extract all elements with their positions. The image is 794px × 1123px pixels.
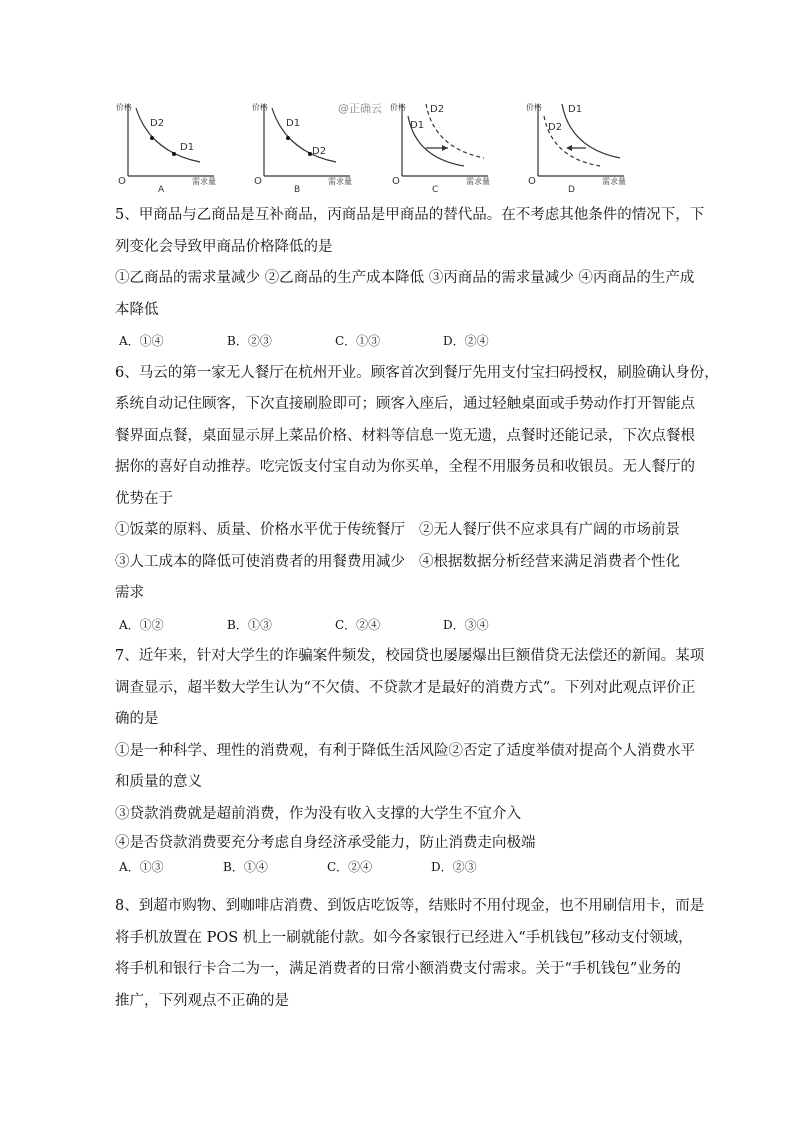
q7-stem-line-3: 确的是 xyxy=(115,711,159,727)
q8-stem-line-1: 8、到超市购物、到咖啡店消费、到饭店吃饭等，结账时不用付现金，也不用刷信用卡，而是 xyxy=(115,898,705,914)
option-c[interactable]: C．①③ xyxy=(335,334,381,348)
x-axis-label: 需求量 xyxy=(466,177,490,186)
graph-c xyxy=(386,96,496,195)
option-b[interactable]: B．①④ xyxy=(223,860,268,874)
q5-items-line-2: 本降低 xyxy=(115,301,159,318)
option-a[interactable]: A．①④ xyxy=(119,334,164,348)
q7-items-line-1: ①是一种科学、理性的消费观，有利于降低生活风险②否定了适度举债对提高个人消费水平 xyxy=(115,742,695,759)
question-content xyxy=(115,200,719,1017)
q7-items-line-2: 和质量的意义 xyxy=(115,774,202,790)
q6-item-2: ②无人餐厅供不应求具有广阔的市场前景 xyxy=(419,522,680,538)
curve-top-label: D1 xyxy=(568,104,583,115)
graph-a xyxy=(112,96,222,195)
graph-b xyxy=(248,96,358,195)
q8-stem-line-4: 推广，下列观点不正确的是 xyxy=(115,992,289,1009)
curve-top-label: D1 xyxy=(286,118,301,129)
q6-item-4: ④根据数据分析经营来满足消费者个性化 xyxy=(419,553,680,570)
x-axis-label: 需求量 xyxy=(328,177,352,186)
option-a[interactable]: A．①② xyxy=(119,617,164,632)
q6-items-row-1 xyxy=(115,515,680,547)
option-d[interactable]: D．③④ xyxy=(443,617,489,632)
option-b[interactable]: B．①③ xyxy=(227,617,272,632)
curve-bottom-label: D1 xyxy=(180,142,195,153)
panel-letter: C xyxy=(432,185,439,195)
demand-curve-figures xyxy=(110,96,630,195)
y-axis-label: 价格 xyxy=(390,103,406,112)
q6-items-row-2 xyxy=(115,547,680,579)
option-d[interactable]: D．②③ xyxy=(431,860,477,874)
q5-options xyxy=(115,326,685,358)
curve-bottom-label: D2 xyxy=(548,122,563,133)
panel-letter: B xyxy=(294,185,301,195)
q5-items-line-1: ①乙商品的需求量减少 ②乙商品的生产成本降低 ③丙商品的需求量减少 ④丙商品的生产成 xyxy=(115,270,695,286)
q5-stem-line-1: 5、甲商品与乙商品是互补商品，丙商品是甲商品的替代品。在不考虑其他条件的情况下，下 xyxy=(115,207,705,223)
origin-label: O xyxy=(392,176,400,187)
q6-item-3: ③人工成本的降低可使消费者的用餐费用减少 xyxy=(115,553,405,570)
q8-stem-line-2: 将手机放置在 POS 机上一刷就能付款。如今各家银行已经进入“手机钱包”移动支付领域， xyxy=(115,929,693,946)
q8-stem-line-3: 将手机和银行卡合二为一，满足消费者的日常小额消费支付需求。关于“手机钱包”业务的 xyxy=(115,961,681,977)
q6-stem-line-1: 6、马云的第一家无人餐厅在杭州开业。顾客首次到餐厅先用支付宝扫码授权，刷脸确认身份， xyxy=(115,364,719,381)
origin-label: O xyxy=(118,176,126,187)
q6-stem-line-5: 优势在于 xyxy=(115,490,173,507)
option-a[interactable]: A．①③ xyxy=(119,860,164,874)
option-c[interactable]: C．②④ xyxy=(327,860,373,874)
graph-d-svg xyxy=(522,96,632,195)
q6-stem-line-2: 系统自动记住顾客，下次直接刷脸即可；顾客入座后，通过轻触桌面或手势动作打开智能点 xyxy=(115,396,695,412)
panel-letter: A xyxy=(158,185,165,195)
graph-d xyxy=(522,96,632,195)
watermark: @正确云 xyxy=(338,102,382,115)
origin-label: O xyxy=(254,176,262,187)
panel-letter: D xyxy=(568,185,575,195)
graph-a-svg xyxy=(112,96,222,195)
graph-c-svg xyxy=(386,96,496,195)
q6-stem-line-4: 据你的喜好自动推荐。吃完饭支付宝自动为你买单，全程不用服务员和收银员。无人餐厅的 xyxy=(115,459,695,475)
x-axis-label: 需求量 xyxy=(192,177,216,186)
y-axis-label: 价格 xyxy=(252,103,268,112)
q6-options xyxy=(115,610,685,642)
q7-item-4: ④是否贷款消费要充分考虑自身经济承受能力，防止消费走向极端 xyxy=(115,835,536,851)
option-c[interactable]: C．②④ xyxy=(335,617,381,632)
graph-b-svg xyxy=(248,96,358,195)
q7-options xyxy=(115,857,685,891)
q7-item-3: ③贷款消费就是超前消费，作为没有收入支撑的大学生不宜介入 xyxy=(115,805,521,822)
option-b[interactable]: B．②③ xyxy=(227,334,272,348)
q5-stem-line-2: 列变化会导致甲商品价格降低的是 xyxy=(115,238,333,255)
q6-item-4-cont: 需求 xyxy=(115,585,144,601)
x-axis-label: 需求量 xyxy=(602,177,626,186)
curve-top-label: D2 xyxy=(150,118,165,129)
curve-top-label: D2 xyxy=(430,104,445,115)
q7-stem-line-2: 调查显示，超半数大学生认为“不欠债、不贷款才是最好的消费方式”。下列对此观点评价正 xyxy=(115,679,696,696)
q6-item-1: ①饭菜的原料、质量、价格水平优于传统餐厅 xyxy=(115,522,405,538)
option-d[interactable]: D．②④ xyxy=(443,334,489,348)
curve-bottom-label: D2 xyxy=(312,146,327,157)
curve-bottom-label: D1 xyxy=(410,120,425,131)
origin-label: O xyxy=(528,176,536,187)
y-axis-label: 价格 xyxy=(116,103,132,112)
q7-stem-line-1: 7、近年来，针对大学生的诈骗案件频发，校园贷也屡屡爆出巨额借贷无法偿还的新闻。某项 xyxy=(115,648,705,664)
q6-stem-line-3: 餐界面点餐，桌面显示屏上菜品价格、材料等信息一览无遗，点餐时还能记录，下次点餐根 xyxy=(115,427,695,444)
y-axis-label: 价格 xyxy=(526,103,542,112)
